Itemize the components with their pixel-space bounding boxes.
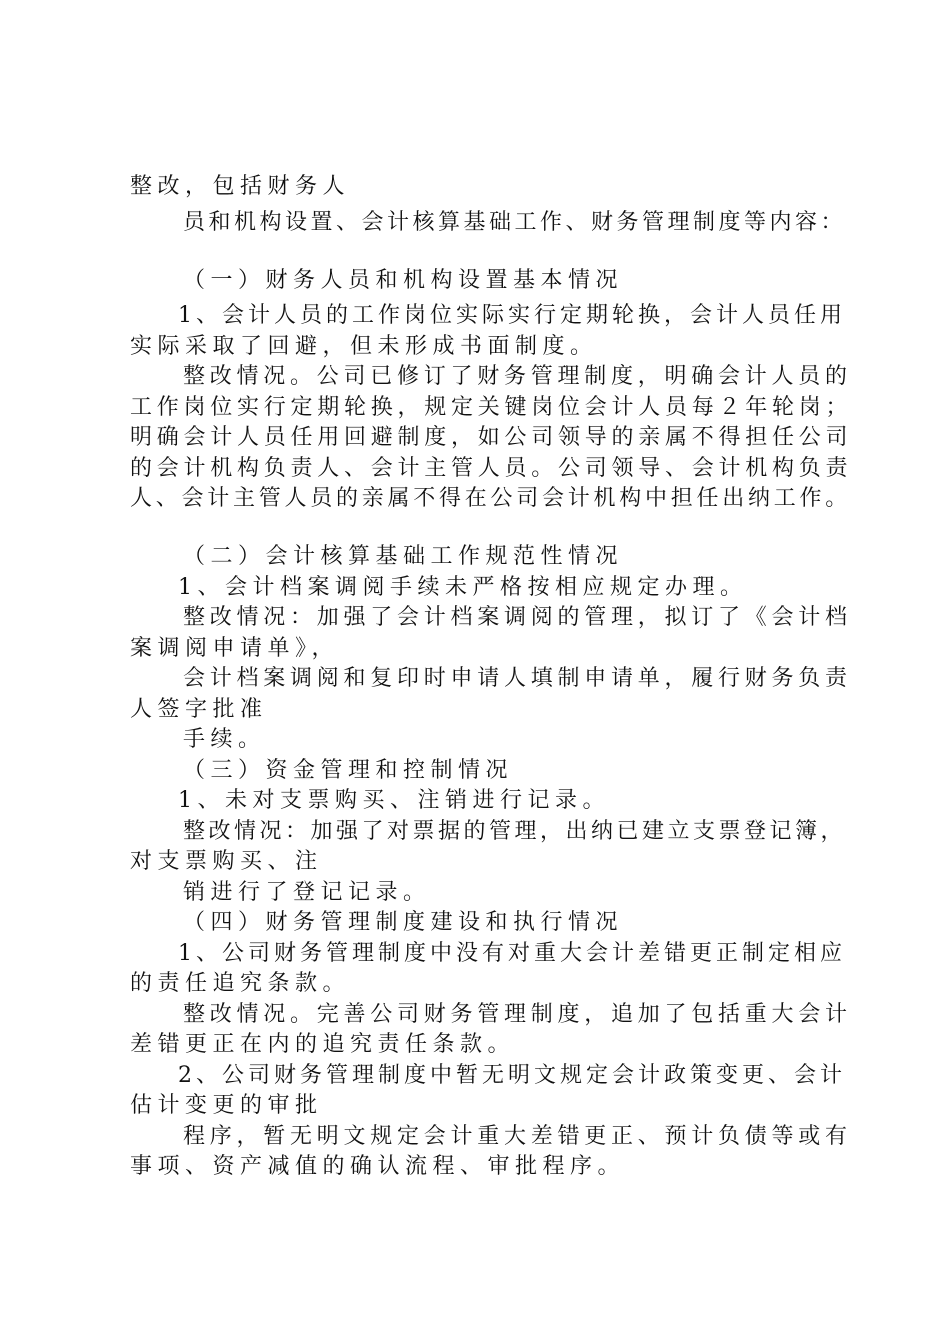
text-line: 人签字批准 [130,697,268,722]
text-line: 明确会计人员任用回避制度，如公司领导的亲属不得担任公司 [130,425,853,450]
text-line: 整改，包括财务人 [130,174,351,199]
text-line: 人、会计主管人员的亲属不得在公司会计机构中担任出纳工作。 [130,486,852,511]
text-line: 整改情况：加强了会计档案调阅的管理，拟订了《会计档 [183,605,852,630]
text-line: 的责任追究条款。 [130,971,351,996]
text-line: 1、未对支票购买、注销进行记录。 [178,788,610,813]
text-line: 1、公司财务管理制度中没有对重大会计差错更正制定相应 [178,941,846,966]
text-line: 1、会计人员的工作岗位实际实行定期轮换，会计人员任用 [178,303,846,328]
text-line: 整改情况。公司已修订了财务管理制度，明确会计人员的 [183,364,852,389]
text-line: 2、公司财务管理制度中暂无明文规定会计政策变更、会计 [178,1063,846,1088]
text-line: 程序，暂无明文规定会计重大差错更正、预计负债等或有 [183,1124,852,1149]
text-line: 1、会计档案调阅手续未严格按相应规定办理。 [178,575,748,600]
section-heading: （三）资金管理和控制情况 [183,758,514,783]
text-line: 手续。 [183,727,266,752]
text-line: 事项、资产减值的确认流程、审批程序。 [130,1154,626,1179]
text-line: 整改情况：加强了对票据的管理，出纳已建立支票登记簿， [183,819,847,844]
text-line: 估计变更的审批 [130,1093,323,1118]
text-line: 销进行了登记记录。 [183,880,431,905]
text-line: 对支票购买、注 [130,849,323,874]
section-heading: （四）财务管理制度建设和执行情况 [183,910,624,935]
text-line: 实际采取了回避，但未形成书面制度。 [130,334,598,359]
text-line: 员和机构设置、会计核算基础工作、财务管理制度等内容： [183,210,847,235]
text-line: 整改情况。完善公司财务管理制度，追加了包括重大会计 [183,1002,852,1027]
text-line: 差错更正在内的追究责任条款。 [130,1032,516,1057]
section-heading: （二）会计核算基础工作规范性情况 [183,544,624,569]
section-heading: （一）财务人员和机构设置基本情况 [183,268,624,293]
text-line: 的会计机构负责人、会计主管人员。公司领导、会计机构负责 [130,456,853,481]
text-line: 工作岗位实行定期轮换，规定关键岗位会计人员每２年轮岗； [130,395,853,420]
text-line: 案调阅申请单》， [130,636,340,661]
text-line: 会计档案调阅和复印时申请人填制申请单，履行财务负责 [183,666,852,691]
